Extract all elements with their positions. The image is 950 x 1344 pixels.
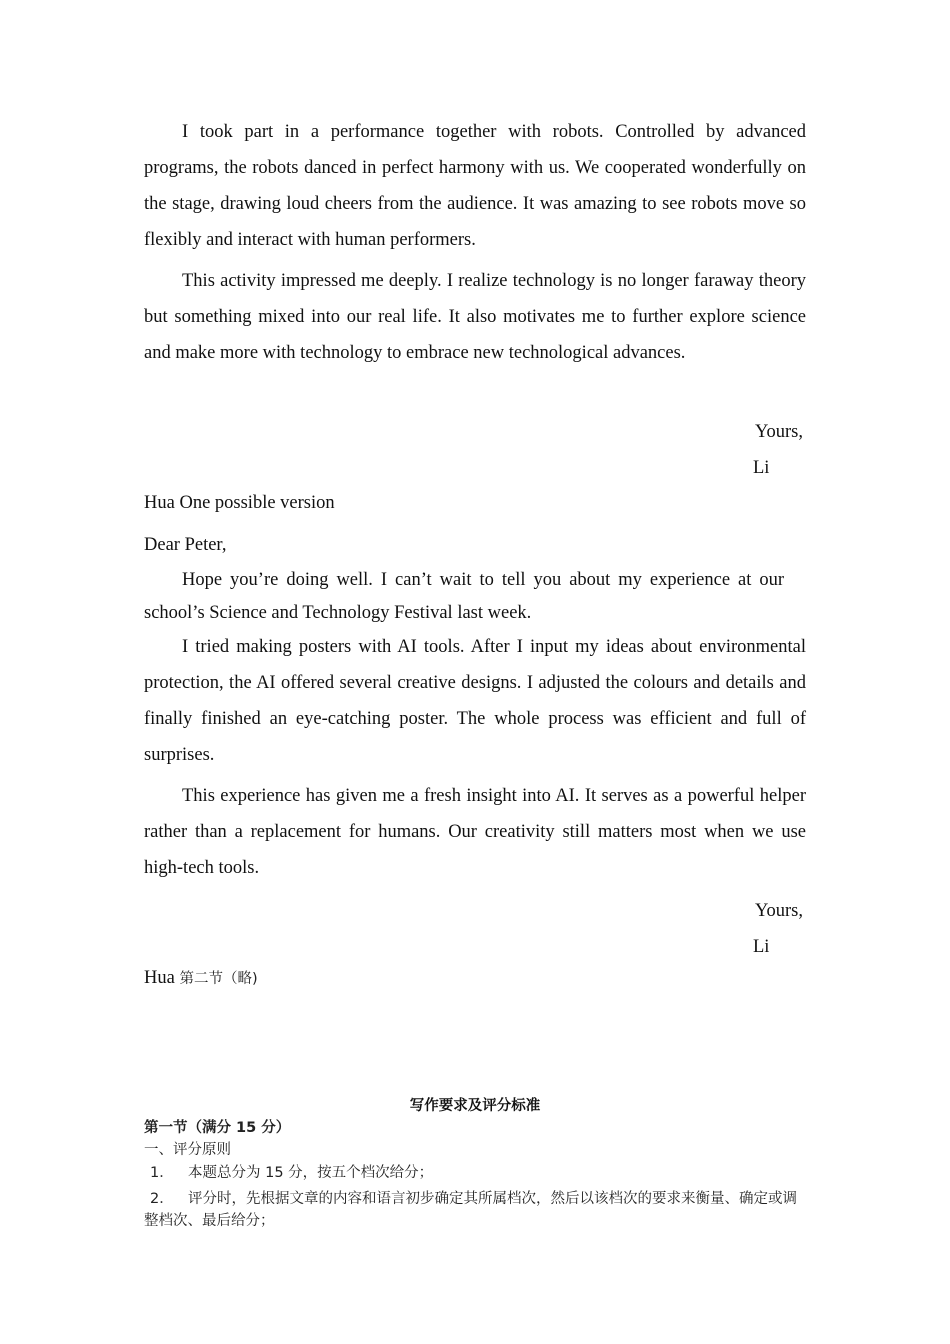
rubric-item-2-text: 评分时，先根据文章的内容和语言初步确定其所属档次，然后以该档次的要求来衡量、确定或调整档次、最后给分；	[144, 1191, 797, 1229]
letter2-signature-last: Hua	[144, 968, 175, 988]
letter2-greeting: Dear Peter,	[144, 535, 227, 555]
letter2-paragraph-1: Hope you’re doing well. I can’t wait to tell you about my experience at our school’s Science and Technology Festival last week.	[144, 570, 784, 623]
rubric-item-2	[144, 1188, 806, 1232]
rubric-item-2-number: 2．	[150, 1191, 174, 1207]
letter2-signature-first: Li	[753, 937, 770, 957]
rubric-item-1-text: 本题总分为 15 分，按五个档次给分；	[188, 1165, 434, 1181]
letter1-closing: Yours,	[755, 422, 803, 442]
version-label: One possible version	[179, 493, 335, 513]
letter2-closing: Yours,	[755, 901, 803, 921]
section-two-label: 第二节（略)	[179, 971, 258, 987]
letter1-signature-last: Hua	[144, 493, 175, 513]
rubric-section-one: 第一节（满分 15 分）	[144, 1120, 291, 1136]
letter1-paragraph-1: I took part in a performance together with robots. Controlled by advanced programs, the robots danced in perfect harmony with us. We cooperated wonderfully on the stage, drawing loud cheers from the audience. It was amazing to see robots move so flexibly and interact with human performers.	[144, 122, 806, 250]
letter2-paragraph-2: I tried making posters with AI tools. After I input my ideas about environmental protection, the AI offered several creative designs. I adjusted the colours and details and finally finished an eye-catching poster. The whole process was efficient and full of surprises.	[144, 637, 806, 765]
rubric-principles-heading: 一、评分原则	[144, 1142, 231, 1158]
rubric-item-1	[144, 1162, 806, 1184]
letter1-signature-line	[144, 491, 335, 515]
letter1-paragraph-2: This activity impressed me deeply. I realize technology is no longer faraway theory but something mixed into our real life. It also motivates me to further explore science and make more with technology to embrace new technological advances.	[144, 271, 806, 363]
letter2-paragraph-3: This experience has given me a fresh insight into AI. It serves as a powerful helper rather than a replacement for humans. Our creativity still matters most when we use high-tech tools.	[144, 786, 806, 878]
letter1-signature-first: Li	[753, 458, 770, 478]
rubric-title: 写作要求及评分标准	[409, 1098, 541, 1114]
letter2-signature-line	[144, 966, 258, 991]
rubric-item-1-number: 1．	[150, 1165, 174, 1181]
